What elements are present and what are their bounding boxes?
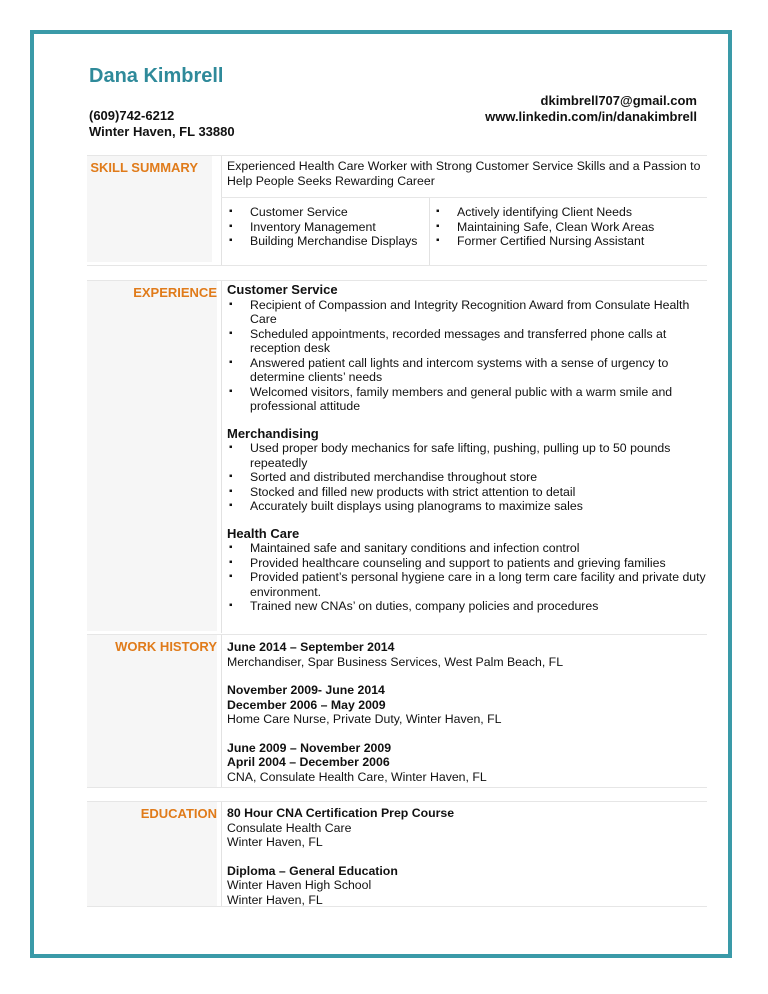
- section-label-text: SKILL SUMMARY: [90, 160, 198, 175]
- education-title: Diploma – General Education: [227, 863, 398, 878]
- column-divider: [221, 156, 222, 265]
- candidate-name: Dana Kimbrell: [89, 65, 224, 87]
- section-label-work-history: [87, 635, 217, 787]
- spacer: [227, 669, 707, 683]
- divider: [221, 197, 707, 198]
- job-description: Merchandiser, Spar Business Services, West Palm Beach, FL: [227, 654, 564, 669]
- experience-bullet: ▪ Scheduled appointments, recorded messages and transferred phone calls at reception desk: [227, 327, 707, 356]
- work-history-content: [227, 640, 707, 784]
- skill-item: ▪ Maintaining Safe, Clean Work Areas: [434, 220, 704, 235]
- experience-group-title: Customer Service: [227, 282, 338, 297]
- education-title: 80 Hour CNA Certification Prep Course: [227, 806, 455, 820]
- education-line: Consulate Health Care: [227, 820, 352, 835]
- experience-bullet: ▪ Welcomed visitors, family members and general public with a warm smile and professional attitude: [227, 385, 707, 414]
- skill-item: ▪ Inventory Management: [227, 220, 427, 235]
- job-dates: December 2006 – May 2009: [227, 697, 386, 712]
- job-dates: June 2009 – November 2009: [227, 740, 392, 755]
- spacer: [227, 850, 707, 864]
- address: Winter Haven, FL 33880: [89, 124, 235, 139]
- experience-bullet: ▪ Trained new CNAs’ on duties, company policies and procedures: [227, 599, 707, 614]
- phone: (609)742-6212: [89, 108, 175, 123]
- section-label-text: EDUCATION: [140, 806, 217, 821]
- experience-group-title: Health Care: [227, 525, 300, 541]
- education-content: [227, 806, 707, 907]
- skill-item: ▪ Actively identifying Client Needs: [434, 205, 704, 220]
- column-divider: [221, 281, 222, 633]
- experience-bullet: ▪ Accurately built displays using planograms to maximize sales: [227, 499, 707, 514]
- skill-summary-text: Experienced Health Care Worker with Strong Customer Service Skills and a Passion to Help People Seeks Rewarding Career: [227, 159, 701, 188]
- experience-bullet-list: [227, 541, 707, 614]
- experience-bullet: ▪ Used proper body mechanics for safe lifting, pushing, pulling up to 50 pounds repeatedly: [227, 441, 707, 470]
- experience-bullet: ▪ Provided healthcare counseling and support to patients and grieving families: [227, 556, 707, 571]
- section-label-education: [87, 802, 217, 906]
- experience-content: [227, 283, 707, 614]
- column-divider: [221, 635, 222, 787]
- experience-bullet: ▪ Sorted and distributed merchandise throughout store: [227, 470, 707, 485]
- section-label-text: EXPERIENCE: [133, 285, 217, 300]
- section-label-skill-summary: [87, 156, 212, 262]
- skills-left-list: [227, 205, 427, 249]
- education-line: Winter Haven, FL: [227, 835, 323, 849]
- job-dates: June 2014 – September 2014: [227, 640, 395, 654]
- section-label-experience: [87, 281, 217, 631]
- experience-group-title: Merchandising: [227, 425, 319, 441]
- column-divider: [429, 198, 430, 265]
- divider: [87, 787, 707, 788]
- skills-right-list: [434, 205, 704, 249]
- experience-bullet: ▪ Maintained safe and sanitary conditions and infection control: [227, 541, 707, 556]
- job-dates: April 2004 – December 2006: [227, 755, 390, 769]
- job-description: CNA, Consulate Health Care, Winter Haven, FL: [227, 769, 487, 784]
- education-line: Winter Haven, FL: [227, 892, 323, 907]
- divider: [87, 906, 707, 907]
- section-label-text: WORK HISTORY: [115, 639, 217, 654]
- email-link[interactable]: dkimbrell707@gmail.com: [540, 93, 697, 108]
- experience-bullet: ▪ Provided patient’s personal hygiene care in a long term care facility and private duty environment.: [227, 570, 707, 599]
- job-description: Home Care Nurse, Private Duty, Winter Haven, FL: [227, 712, 502, 726]
- education-line: Winter Haven High School: [227, 878, 372, 892]
- contact-right: [485, 93, 697, 125]
- skill-item: ▪ Building Merchandise Displays: [227, 234, 427, 249]
- skill-item: ▪ Customer Service: [227, 205, 427, 220]
- linkedin-link[interactable]: www.linkedin.com/in/danakimbrell: [485, 109, 697, 124]
- skill-item: ▪ Former Certified Nursing Assistant: [434, 234, 704, 249]
- contact-left: [89, 108, 235, 140]
- experience-bullet-list: [227, 441, 707, 514]
- spacer: [227, 727, 707, 741]
- experience-bullet: ▪ Answered patient call lights and intercom systems with a sense of urgency to determine clients’ needs: [227, 356, 707, 385]
- column-divider: [221, 802, 222, 906]
- experience-bullet: ▪ Stocked and filled new products with strict attention to detail: [227, 485, 707, 500]
- divider: [87, 265, 707, 266]
- experience-bullet: ▪ Recipient of Compassion and Integrity Recognition Award from Consulate Health Care: [227, 298, 707, 327]
- job-dates: November 2009- June 2014: [227, 683, 385, 697]
- experience-bullet-list: [227, 298, 707, 414]
